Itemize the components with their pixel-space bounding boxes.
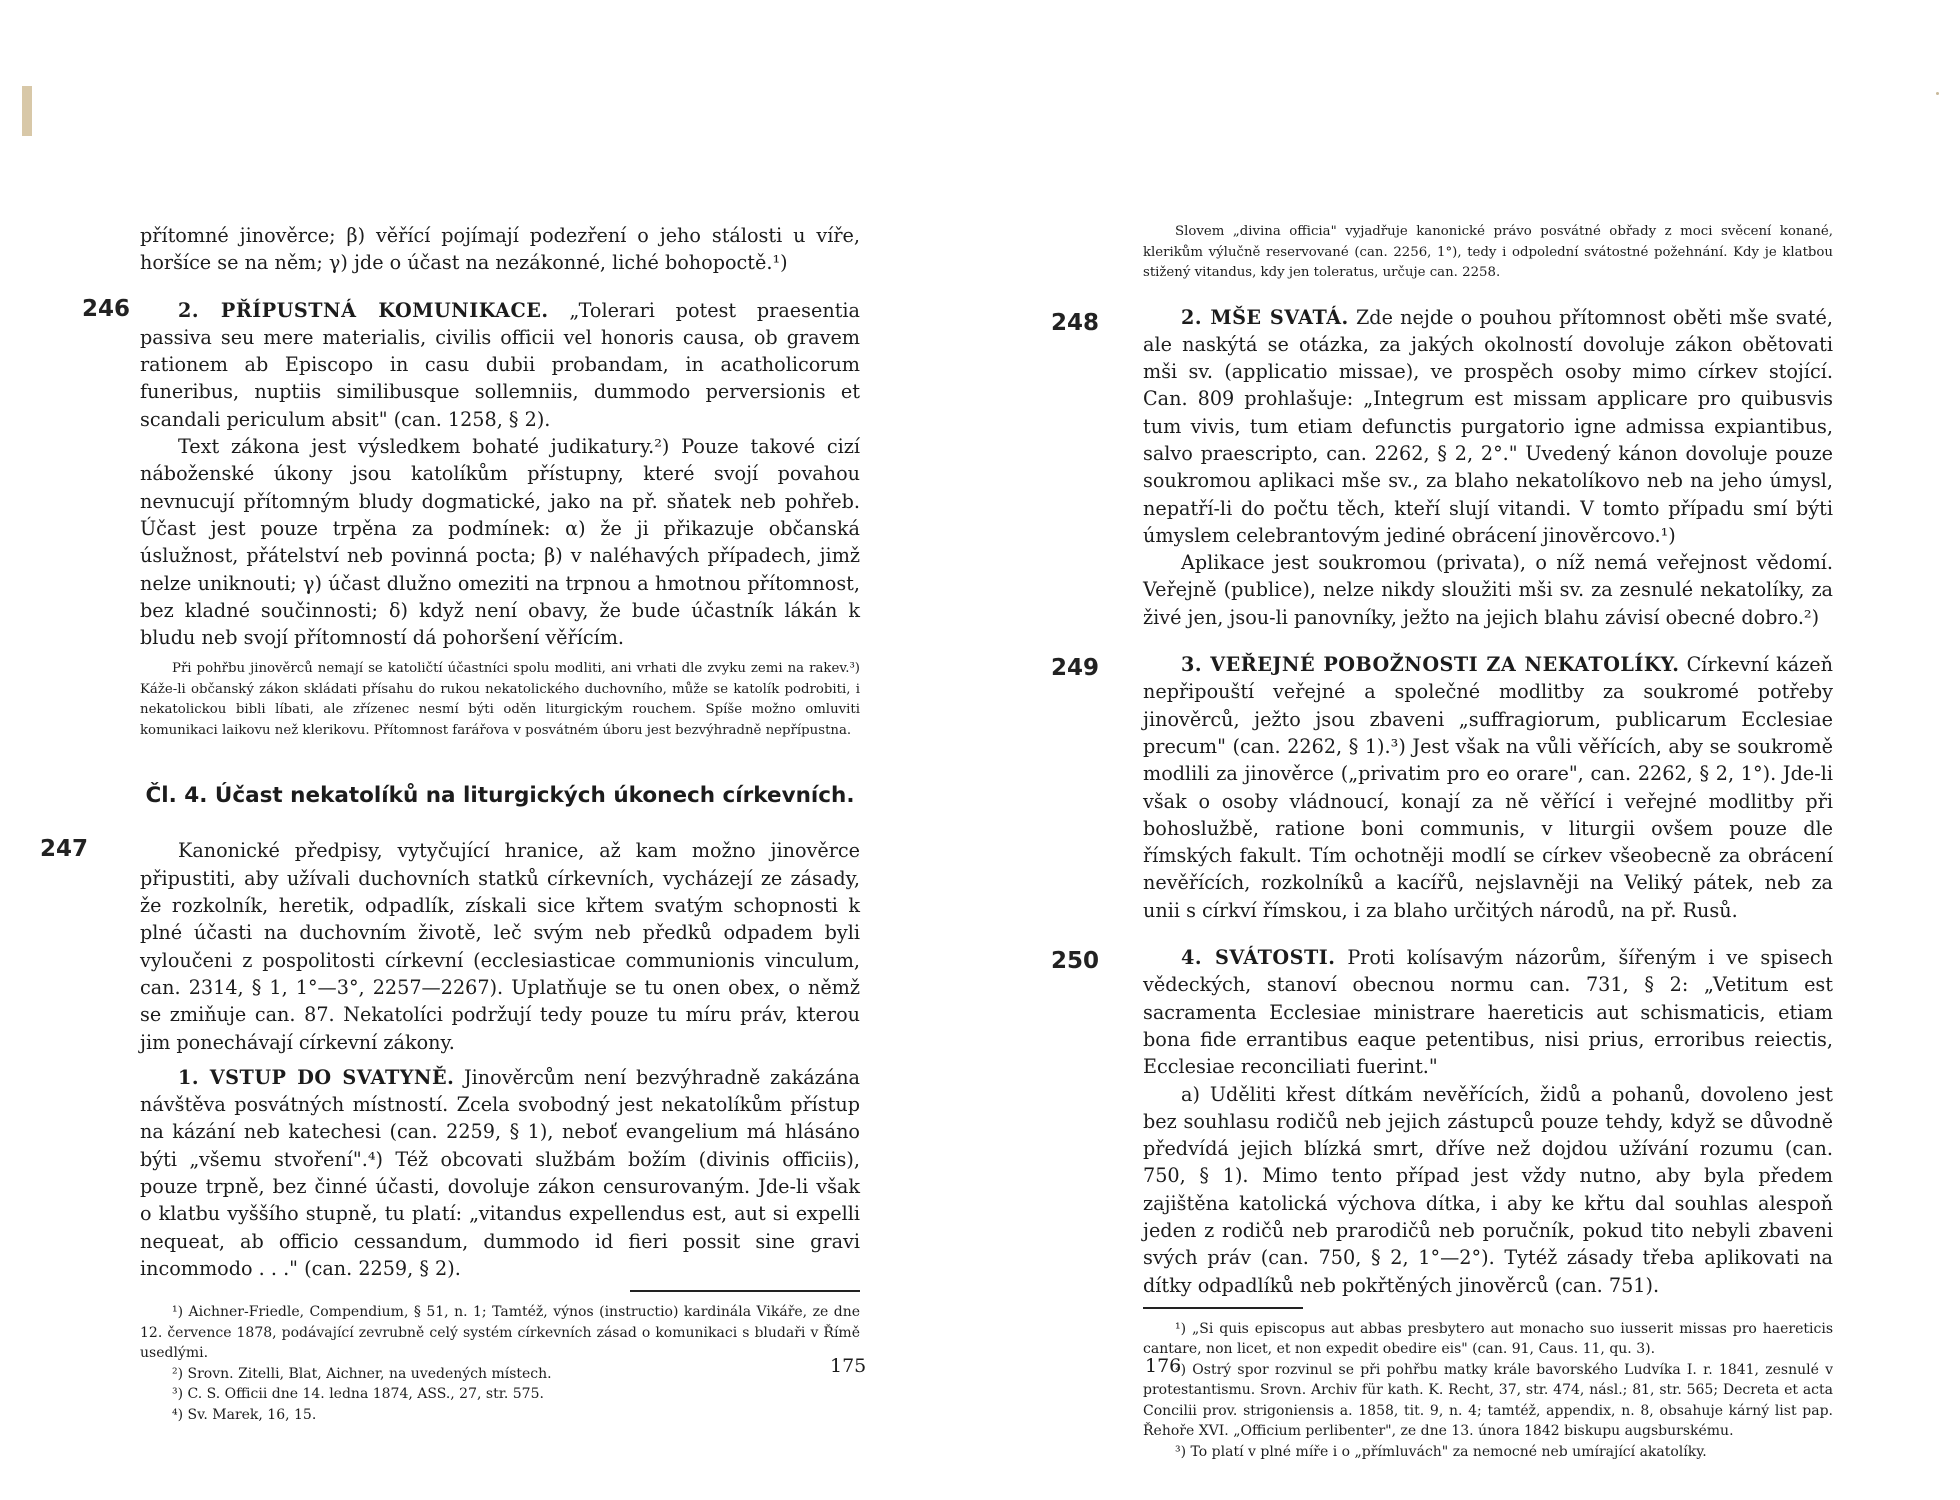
footnote: ²) Srovn. Zitelli, Blat, Aichner, na uvedených místech.: [172, 1365, 552, 1382]
section-number-248: 248: [1051, 309, 1100, 336]
section-heading-248: 2. MŠE SVATÁ.: [1181, 305, 1349, 329]
section-heading-246: 2. PŘÍPUSTNÁ KOMUNIKACE.: [178, 298, 549, 322]
footnote: ¹) „Si quis episcopus aut abbas presbytero aut monacho suo iusserit missas pro haereticis cantare, non licet, et non expedit obedire eis" (can. 91, Caus. 11, qu. 3).: [1143, 1320, 1833, 1358]
section-number-246: 246: [82, 295, 131, 322]
chapter-title: Čl. 4. Účast nekatolíků na liturgických úkonech církevních.: [145, 783, 855, 809]
small-print-note: Slovem „divina officia" vyjadřuje kanonické právo posvátné obřady z moci svěcení konané, klerikům výlučně reservované (can. 2256, 1°), tedy i odpolední svátostné požehnání. Kdy je klatbou stižený vitandus, kdy jen toleratus, určuje can. 2258.: [1143, 224, 1833, 280]
scan-edge-mark: [22, 86, 32, 136]
right-column: [1051, 222, 1834, 1462]
section-text-249: Církevní kázeň nepřipouští veřejné a společné modlitby za soukromé potřeby jinověrců, ježto jsou zbaveni „suffragiorum, publicarum Ecclesiae precum" (can. 2262, § 1).³) Jest však na vůli věřících, aby se soukromě modlili za jinověrce („privatim pro eo orare", can. 2262, § 2, 1°). Jde-li však o osoby vládnoucí, konají za ně věřící i veřejné modlitby při bohoslužbě, ratione boni communis, v liturgii ovšem pouze dle římských fakult. Tím ochotněji modlí se církev všeobecně za obrácení nevěřících, rozkolníků a kacířů, nejslavněji na Veliký pátek, neb za unii s církví římskou, i za blaho určitých národů, na př. Rusů.: [1143, 653, 1833, 922]
paragraph-continuation: přítomné jinověrce; β) věřící pojímají podezření o jeho stálosti u víře, horšíce se na něm; γ) jde o účast na nezákonné, liché bohopoctě.¹): [140, 224, 860, 275]
footnotes: [140, 1302, 860, 1425]
left-column: [40, 222, 860, 1425]
section-text-246: „Tolerari potest praesentia passiva seu mere materialis, civilis officii vel honoris causa, ob gravem rationem ab Episcopo in casu dubii probandam, in acatholicorum funeribus, nuptiis similibusque sollemniis, dummodo perversionis et scandali periculum absit" (can. 1258, § 2).: [140, 298, 860, 431]
paragraph-krest: a) Uděliti křest dítkám nevěřících, židů a pohanů, dovoleno jest bez souhlasu rodičů neb jejich zástupců pouze tehdy, když se důvodně předvídá jejich blízká smrt, dříve než dojdou užívání rozumu (can. 750, § 1). Mimo tento případ jest vždy nutno, aby byla předem zajištěna katolická výchova dítka, i aby ke křtu dal souhlas alespoň jeden z rodičů neb prarodičů neb poručník, pokud tito nebyli zbaveni svých práv (can. 750, § 2, 1°—2°). Tytéž zásady třeba aplikovati na dítky odpadlíků neb pokřtěných jinověrců (can. 751).: [1143, 1082, 1833, 1297]
section-number-249: 249: [1051, 655, 1100, 682]
section-249: [1051, 651, 1833, 924]
page-number: 175: [830, 1355, 867, 1377]
footnote-divider: [630, 1290, 860, 1292]
right-page: [960, 0, 1960, 1500]
section-247: [40, 836, 860, 1055]
section-heading-250: 4. SVÁTOSTI.: [1181, 946, 1336, 970]
scan-speck: [1936, 92, 1939, 95]
footnote: ¹) Aichner-Friedle, Compendium, § 51, n. 1; Tamtéž, výnos (instructio) kardinála Vikáře, ze dne 12. července 1878, podávající zevrubně celý systém církevních zásad o komunikaci s bludaři v Římě usedlými.: [140, 1304, 860, 1362]
section-246: [82, 295, 860, 433]
section-248: [1051, 304, 1834, 550]
section-250: [1051, 944, 1833, 1080]
subsection-text-vstup: Jinověrcům není bezvýhradně zakázána návštěva posvátných místností. Zcela svobodný jest nekatolíkům přístup na kázání neb katechesi (can. 2259, § 1), neboť evangelium má hlásáno býti „všemu stvoření".⁴) Též obcovati službám božím (divinis officiis), pouze trpně, bez činné účasti, dovoluje zákon censurovaným. Jde-li však o klatbu vyššího stupně, tu platí: „vitandus expellendus est, aut si expelli nequeat, ab officio cessandum, dummodo id fieri possit sine gravi incommodo . . ." (can. 2259, § 2).: [140, 1065, 860, 1280]
section-number-247: 247: [40, 836, 89, 863]
section-number-250: 250: [1051, 948, 1100, 975]
footnote: ²) Ostrý spor rozvinul se při pohřbu matky krále bavorského Ludvíka I. r. 1841, zesnulé v protestantismu. Srovn. Archiv für kath. K. Recht, 37, str. 474, násl.; 81, str. 565; Decreta et acta Concilii prov. strigoniensis a. 1858, tit. 9, n. 4; tamtéž, appendix, n. 8, obsahuje kárný list pap. Řehoře XVI. „Officium perlibenter", ze dne 13. února 1842 biskupu augsburskému.: [1143, 1361, 1833, 1440]
footnote: ³) C. S. Officii dne 14. ledna 1874, ASS., 27, str. 575.: [172, 1386, 544, 1403]
paragraph-judikatura: Text zákona jest výsledkem bohaté judikatury.²) Pouze takové cizí náboženské úkony jsou katolíkům přístupny, které svojí povahou nevnucují přítomným bludy dogmatické, jako na př. sňatek neb pohřeb. Účast jest pouze trpěna za podmínek: α) že ji přikazuje občanská úslužnost, přátelství neb povinná pocta; β) v naléhavých případech, jimž nelze uniknouti; γ) účast dlužno omeziti na trpnou a hmotnou přítomnost, bez kladné součinnosti; δ) když není obavy, že bude účastník lákán k bludu neb svojí přítomností dá pohoršení věřícím.: [140, 435, 860, 650]
subsection-heading-vstup: 1. VSTUP DO SVATYNĚ.: [178, 1065, 455, 1089]
small-print-note: Při pohřbu jinověrců nemají se katoličtí účastníci spolu modliti, ani vrhati dle zvyku zemi na rakev.³) Káže-li občanský zákon skládati přísahu do rukou nekatolického duchovního, může se katolík podrobiti, i nekatolickou bibli líbati, ale zřízenec nesmí býti oděn liturgickým rouchem. Spíše možno omluviti komunikaci laikovu než klerikovu. Přítomnost farářova v posvátném úboru jest bezvýhradně nepřípustna.: [140, 661, 860, 738]
footnote: ⁴) Sv. Marek, 16, 15.: [172, 1406, 317, 1423]
section-text-250: Proti kolísavým názorům, šířeným i ve spisech vědeckých, stanoví obecnou normu can. 731, § 2: „Vetitum est sacramenta Ecclesiae ministrare haereticis aut schismaticis, etiam bona fide errantibus eaque petentibus, nisi prius, erroribus reiectis, Ecclesiae reconciliati fuerint.": [1143, 946, 1833, 1079]
section-text-248: Zde nejde o pouhou přítomnost oběti mše svaté, ale naskýtá se otázka, za jakých okolností dovoluje zákon obětovati mši sv. (applicatio missae), ve prospěch osoby mimo církev stojící. Can. 809 prohlašuje: „Integrum est missam applicare pro quibusvis tum vivis, tum etiam defunctis purgatorio igne admissa expiantibus, salvo praescripto, can. 2262, § 2, 2°." Uvedený kánon dovoluje pouze soukromou aplikaci mše sv., za blaho nekatolíkovo neb na jeho úmysl, nepatří-li do počtu těch, kteří slují vitandi. V tomto případu smí býti úmyslem celebrantovým jediné obrácení jinověrcovo.¹): [1143, 305, 1834, 547]
page-number: 176: [1145, 1355, 1182, 1377]
paragraph-aplikace: Aplikace jest soukromou (privata), o níž nemá veřejnost vědomí. Veřejně (publice), nelze nikdy sloužiti mši sv. za zesnulé nekatolíky, za živé jen, jsou-li panovníky, ježto na jejich blahu závisí obecné dobro.²): [1143, 551, 1833, 629]
footnote-divider: [1143, 1307, 1303, 1309]
section-heading-249: 3. VEŘEJNÉ POBOŽNOSTI ZA NEKATOLÍKY.: [1181, 653, 1680, 677]
footnotes: [1143, 1319, 1833, 1463]
left-page: [0, 0, 960, 1500]
section-text-247: Kanonické předpisy, vytyčující hranice, až kam možno jinověrce připustiti, aby užívali duchovních statků církevních, vycházejí ze zásady, že rozkolník, heretik, odpadlík, získali sice křtem svatým schopnosti k plné účasti na duchovním životě, leč svým neb předků odpadem byli vyloučeni z pospolitosti církevní (ecclesiasticae communionis vinculum, can. 2314, § 1, 1°—3°, 2257—2267). Uplatňuje se tu onen obex, o němž se zmiňuje can. 87. Nekatolíci podržují tedy pouze tu míru práv, kterou jim ponechávají církevní zákony.: [140, 839, 860, 1054]
footnote: ³) To platí v plné míře i o „přímluvách" za nemocné neb umírající akatolíky.: [1175, 1443, 1707, 1460]
